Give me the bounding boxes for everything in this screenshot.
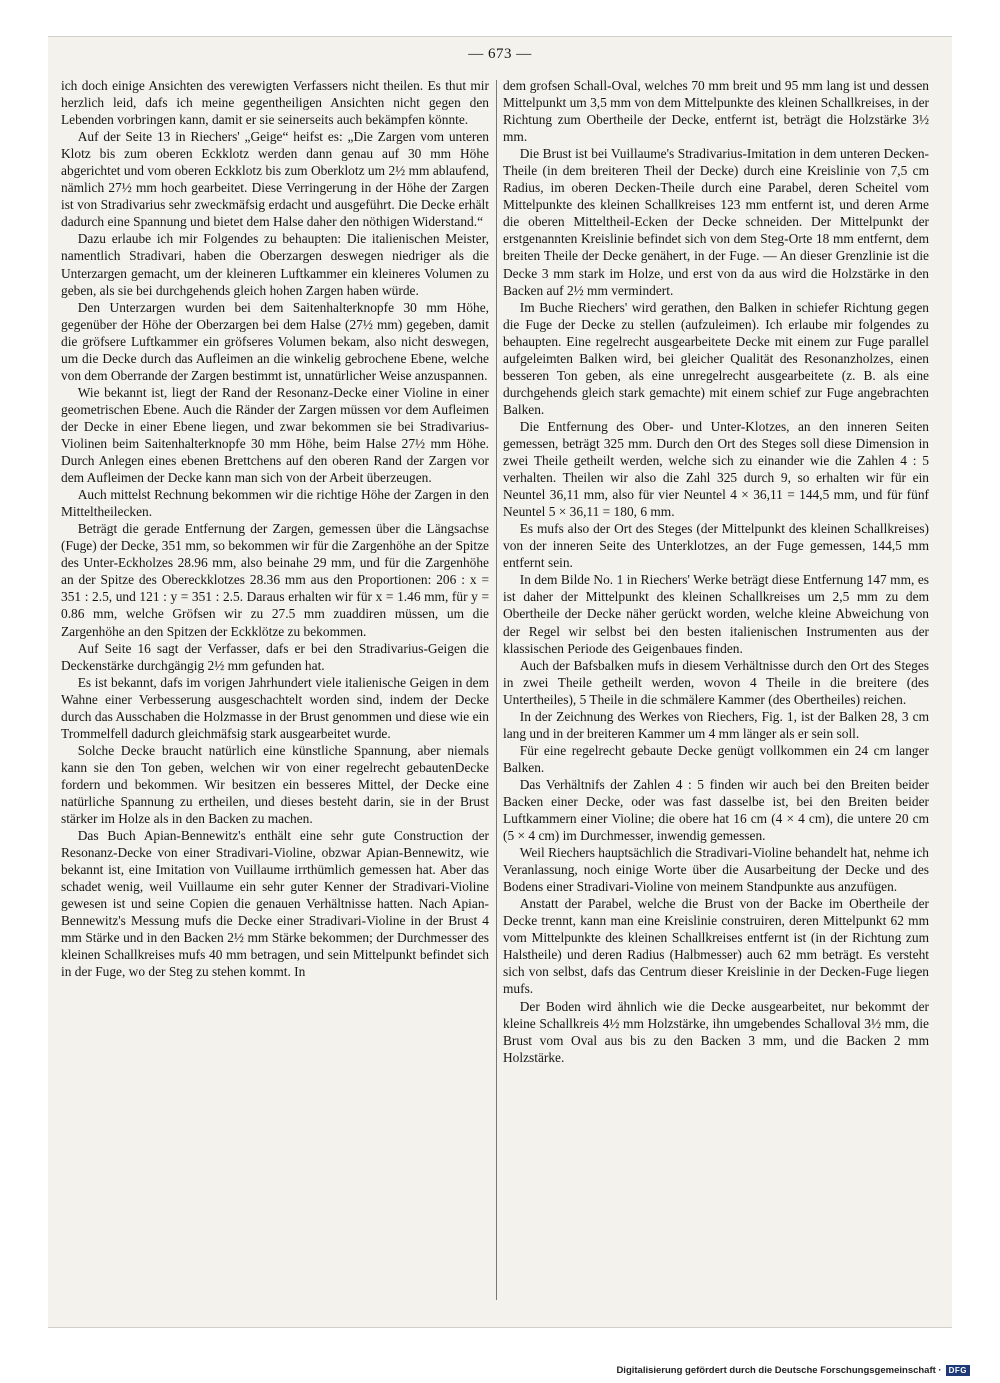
paragraph: Im Buche Riechers' wird gerathen, den Balken in schiefer Richtung gegen die Fuge der Decke zu stellen (aufzuleimen). Ich erlaube mir folgendes zu behaupten. Eine regelrecht ausgearbeitete Decke mit einem zur Fuge parallel aufgeleimten Balken wird, bei gleicher Qualität des Resonanzholzes, einen besseren Ton geben, als eine unregelrecht ausgearbeitete (z. B. als eine durchgehends gleich stark gemachte) mit einem schief zur Fuge angebrachten Balken. — [503, 299, 929, 417]
paragraph: Auf Seite 16 sagt der Verfasser, dafs er bei den Stradivarius-Geigen die Deckenstärke durchgängig 2½ mm gefunden hat. — [61, 640, 489, 673]
paragraph: Das Verhältnifs der Zahlen 4 : 5 finden wir auch bei den Breiten beider Backen einer Decke, oder was fast dasselbe ist, bei den Breiten beider Luftkammern einer Violine; die obere hat 16 cm (4 × 4 cm), die untere 20 cm (5 × 4 cm) im Durchmesser, inwendig gemessen. — [503, 776, 929, 844]
paragraph: Den Unterzargen wurden bei dem Saitenhalterknopfe 30 mm Höhe, gegenüber der Höhe der Oberzargen bei dem Halse (27½ mm) gegeben, damit die gröfsere Luftkammer ein gröfseres Volumen bekam, also nicht deswegen, um die Decke durch das Aufleimen an die winkelig gebrochene Ebene, welche von dem Oberrande der Zargen bestimmt ist, unnatürlicher Weise anzuspannen. — [61, 299, 489, 383]
paragraph: Anstatt der Parabel, welche die Brust von der Backe im Obertheile der Decke trennt, kann man eine Kreislinie construiren, deren Mittelpunkt 62 mm vom Mittelpunkte des kleinen Schallkreises entfernt ist (in der Richtung zum Halstheile) und deren Radius (Halbmesser) auch 62 mm beträgt. Es versteht sich von selbst, dafs das Centrum dieser Kreislinie in der Decken-Fuge liegen mufs. — [503, 896, 929, 997]
paragraph: Das Buch Apian-Bennewitz's enthält eine sehr gute Construction der Resonanz-Decke von einer Stradivari-Violine, obzwar Apian-Bennewitz, wie bekannt ist, eine Imitation von Vuillaume irrthümlich gemessen hat. Aber das schadet wenig, weil Vuillaume ein sehr guter Kenner der Stradivari-Violine gewesen ist und seine Copien die genauen Verhältnisse hatten. Nach Apian-Bennewitz's Messung mufs die Decke einer Stradivari-Violine in der Brust 4 mm Stärke und in den Backen 2½ mm Stärke bekommen; der Durchmesser des kleinen Schallkreises mufs 40 mm betragen, und sein Mittelpunkt befindet sich in der Fuge, wo der Steg zu stehen kommt. In — [61, 828, 489, 980]
paragraph: Die Entfernung des Ober- und Unter-Klotzes, an den inneren Seiten gemessen, beträgt 325 mm. Durch den Ort des Steges soll diese Dimension in zwei Theile getheilt werden, welche sich zu einander wie die Zahlen 4 : 5 verhalten. Theilen wir also die Zahl 325 durch 9, so erhalten wir für ein Neuntel 36,11 mm, also für vier Neuntel 4 × 36,11 = 144,5 mm, und für fünf Neuntel 5 × 36,11 = 180, 6 mm. — [503, 418, 929, 520]
dfg-logo: DFG — [946, 1365, 970, 1376]
footer-credit — [616, 1365, 970, 1376]
paragraph: Auch der Bafsbalken mufs in diesem Verhältnisse durch den Ort des Steges in zwei Theile getheilt werden, wovon 4 Theile in die breitere (des Untertheiles), 5 Theile in die schmälere Kammer (des Obertheiles) reichen. — [503, 657, 929, 707]
paragraph: Auch mittelst Rechnung bekommen wir die richtige Höhe der Zargen in den Mitteltheilecken. — [61, 487, 489, 520]
right-text-column — [503, 77, 929, 1309]
paragraph: Es mufs also der Ort des Steges (der Mittelpunkt des kleinen Schallkreises) von der inneren Seite des Unterklotzes, an der Fuge gemessen, 144,5 mm entfernt sein. — [503, 521, 929, 571]
paragraph: ich doch einige Ansichten des verewigten Verfassers nicht theilen. Es thut mir herzlich leid, dafs ich meine gegentheiligen Ansichten nicht gegen den Lebenden vorbringen kann, damit er sie seinerseits auch bekämpfen könnte. — [61, 78, 489, 128]
paragraph: Die Brust ist bei Vuillaume's Stradivarius-Imitation in dem unteren Decken-Theile (in dem breiteren Theil der Decke) durch eine Kreislinie von 7,5 cm Radius, im oberen Decken-Theile durch eine Parabel, deren Scheitel vom Mittelpunkte des kleinen Schallkreises 123 mm entfernt ist, und deren Arme die oberen Mitteltheil-Ecken der Decke schneiden. Der Mittelpunkt der erstgenannten Kreislinie befindet sich von dem Steg-Orte 18 mm entfernt, dem breiten Theile der Decke genähert, in der Fuge. — An dieser Grenzlinie ist die Decke 3 mm stark im Holze, und erst von da aus wird die Holzstärke in den Backen auf 2½ mm vermindert. — [503, 146, 929, 298]
paragraph: dem grofsen Schall-Oval, welches 70 mm breit und 95 mm lang ist und dessen Mittelpunkt um 3,5 mm von dem Mittelpunkte des kleinen Schallkreises, in der Richtung zum Obertheile der Decke, entfernt ist, beträgt die Holzstärke 3½ mm. — [503, 78, 929, 145]
page-number: — 673 — — [468, 46, 532, 62]
left-text-column — [61, 77, 489, 1309]
column-divider — [496, 80, 497, 1300]
paragraph: Solche Decke braucht natürlich eine künstliche Spannung, aber niemals kann sie den Ton geben, welchen wir von einer regelrecht gebautenDecke fordern und bekommen. Wir besitzen ein besseres Mittel, der Decke eine natürliche Spannung zu ertheilen, und dieses besteht darin, sie in der Brust stärker im Holze als in den Backen zu machen. — [61, 742, 489, 827]
paragraph: Dazu erlaube ich mir Folgendes zu behaupten: Die italienischen Meister, namentlich Stradivari, haben die Oberzargen deswegen niedriger als die Unterzargen gemacht, um der kleineren Luftkammer ein kleineres Volumen zu geben, als sie bei durchgehends gleich hohen Zargen haben würde. — [61, 231, 489, 298]
paragraph: Der Boden wird ähnlich wie die Decke ausgearbeitet, nur bekommt der kleine Schallkreis 4½ mm Holzstärke, ihn umgebendes Schalloval 3½ mm, die Brust vom Oval aus bis zu den Backen 3 mm, und die Backen 2 mm Holzstärke. — [503, 998, 929, 1065]
paragraph: Auf der Seite 13 in Riechers' „Geige“ heifst es: „Die Zargen vom unteren Klotz bis zum oberen Eckklotz werden dann genau auf 30 mm Höhe abgerichtet und vom oberen Eckklotz bis zum Oberklotz um 2½ mm ablaufend, nämlich 27½ mm hoch gearbeitet. Diese Verringerung in der Höhe der Zargen ist von Stradivarius sehr zweckmäfsig erdacht und ausgeführt. Die Decke erhält dadurch eine Spannung und bietet dem Halse daher den nöthigen Widerstand.“ — [61, 129, 489, 230]
paragraph: Beträgt die gerade Entfernung der Zargen, gemessen über die Längsachse (Fuge) der Decke, 351 mm, so bekommen wir für die Zargenhöhe an der Spitze des Unter-Eckholzes 28.96 mm, also beinahe 29 mm, und für die Zargenhöhe an der Spitze des Obereckklotzes 28.36 mm aus den Proportionen: 206 : x = 351 : 2.5, und 121 : y = 351 : 2.5. Daraus erhalten wir für x = 1.46 mm, für y = 0.86 mm, welche Gröfsen wir zu 27.5 mm zuaddiren müssen, um die Zargenhöhe an den Spitzen der Eckklötze zu bekommen. — [61, 521, 489, 639]
paragraph: In der Zeichnung des Werkes von Riechers, Fig. 1, ist der Balken 28, 3 cm lang und in der breiteren Kammer um 4 mm länger als er sein soll. — [503, 708, 929, 741]
paragraph: In dem Bilde No. 1 in Riechers' Werke beträgt diese Entfernung 147 mm, es ist daher der Mittelpunkt des kleinen Schallkreises um 2,5 mm zu dem Obertheile der Decke näher gerückt worden, welche kleine Abweichung von der Regel wir selbst bei den besten italienischen Instrumenten aus der klassischen Periode des Geigenbaues finden. — [503, 572, 929, 656]
paragraph: Wie bekannt ist, liegt der Rand der Resonanz-Decke einer Violine in einer geometrischen Ebene. Auch die Ränder der Zargen müssen vor dem Aufleimen der Decke in einer Ebene liegen, und zwar bekommen sie bei Stradivarius-Violinen beim Saitenhalterknopfe 30 mm Höhe, beim Halse 27½ mm Höhe. Durch Anlegen eines ebenen Brettchens auf den oberen Rand der Zargen vor dem Aufleimen der Decke kann man sich von der Arbeit überzeugen. — [61, 384, 489, 486]
paragraph: Es ist bekannt, dafs im vorigen Jahrhundert viele italienische Geigen in dem Wahne einer Verbesserung ausgeschachtelt worden sind, indem der Decke durch das Ausschaben die Holzmasse in der Brust genommen und diese wie ein Trommelfell dadurch gleichmäfsig stark ausgearbeitet wurde. — [61, 674, 489, 741]
footer-text: Digitalisierung gefördert durch die Deutsche Forschungsgemeinschaft · — [616, 1365, 942, 1376]
paragraph: Weil Riechers hauptsächlich die Stradivari-Violine behandelt hat, nehme ich Veranlassung, noch einige Worte über die Ausarbeitung der Decke und des Bodens einer Stradivari-Violine von meinem Standpunkte aus anzufügen. — [503, 845, 929, 895]
paragraph: Für eine regelrecht gebaute Decke genügt vollkommen ein 24 cm langer Balken. — [503, 742, 929, 775]
